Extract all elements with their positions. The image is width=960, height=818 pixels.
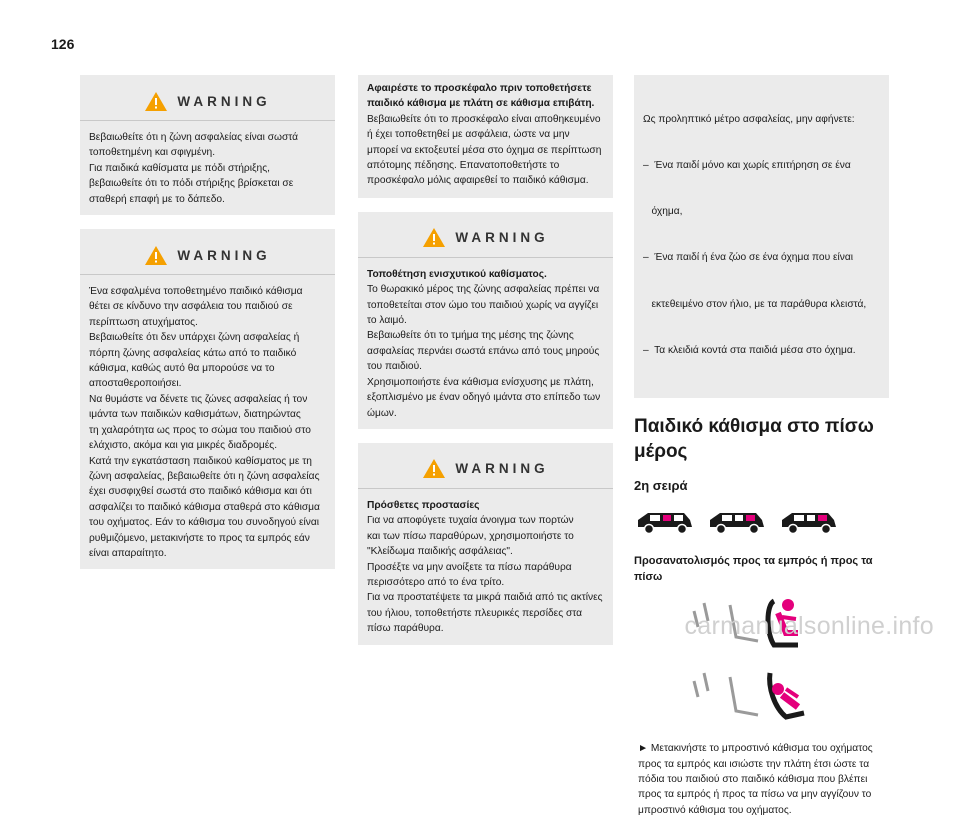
text-line: ► Μετακινήστε το μπροστινό κάθισμα του οχήματος	[638, 743, 873, 755]
text-line: – Ένα παιδί ή ένα ζώο σε ένα όχημα που είναι	[643, 252, 854, 264]
instruction-text	[634, 741, 889, 818]
text-line: Βεβαιωθείτε ότι το τμήμα της μέσης της ζώνης	[367, 330, 574, 342]
warning-header	[89, 236, 326, 274]
text-line: ασφαλείας περνάει σωστά επάνω από τους μηρούς	[367, 345, 600, 357]
warning-triangle-icon	[422, 227, 446, 248]
text-line: – Ένα παιδί μόνο και χωρίς επιτήρηση σε ένα	[643, 160, 851, 172]
watermark: carmanualsonline.info	[684, 612, 934, 640]
divider	[358, 488, 613, 489]
title-line: πίσω	[634, 571, 663, 584]
text-line: ιμάντα των παιδικών καθισμάτων, διατηρώντας	[89, 409, 301, 421]
text-line: ελάχιστο, ακόμα και για μικρές διαδρομές.	[89, 440, 278, 452]
text-line: Βεβαιωθείτε ότι το προσκέφαλο είναι αποθηκευμένο	[367, 113, 601, 125]
text-line: βεβαιωθείτε ότι το πόδι στήριξης βρίσκεται σε	[89, 178, 294, 190]
text-line: Προσέξτε να μην ανοίξετε τα πίσω παράθυρα	[367, 561, 572, 573]
text-line: Χρησιμοποιήστε ένα κάθισμα ενίσχυσης με πλάτη,	[367, 376, 594, 388]
warning-text	[89, 130, 326, 207]
text-line: του παιδιού.	[367, 361, 422, 373]
warning-box-protection	[358, 443, 613, 645]
text-line: ώμων.	[367, 407, 397, 419]
text-line: τοποθετείται στον ώμο του παιδιού χωρίς να αγγίζει	[367, 299, 599, 311]
rear-facing-child-seat-icon	[674, 667, 809, 727]
headrest-note-box	[358, 75, 613, 198]
text-line: Το θωρακικό μέρος της ζώνης ασφαλείας πρέπει να	[367, 284, 600, 296]
divider	[80, 120, 335, 121]
text-line: παιδικό κάθισμα με πλάτη σε κάθισμα επιβάτη.	[367, 98, 595, 110]
text-line: περίπτωση ατυχήματος.	[89, 316, 198, 328]
warning-box-booster	[358, 212, 613, 429]
text-line: απότομης πέδησης. Επανατοποθετήστε το	[367, 160, 560, 172]
text-line: το λαιμό.	[367, 315, 407, 327]
text-line: εκτεθειμένο στον ήλιο, με τα παράθυρα κλειστά,	[643, 298, 867, 310]
title-line: μέρος	[634, 441, 688, 463]
text-line: πόρπη ζώνης ασφαλείας κάτω από το παιδικό	[89, 347, 297, 359]
car-icon	[634, 509, 696, 535]
column-right	[634, 75, 889, 818]
text-line: είναι απαραίτητο.	[89, 547, 167, 559]
text-line: όχημα,	[643, 206, 683, 218]
text-line: Κατά την εγκατάσταση παιδικού καθίσματος με τη	[89, 455, 312, 467]
text-line: θέτει σε κίνδυνο την ασφάλεια του παιδιού σε	[89, 301, 293, 313]
text-line: περισσότερο από το ένα τρίτο.	[367, 576, 505, 588]
warning-subtitle: Τοποθέτηση ενισχυτικού καθίσματος.	[367, 268, 547, 280]
divider	[80, 274, 335, 275]
text-line: πίσω παράθυρα.	[367, 623, 444, 635]
warning-title: WARNING	[177, 247, 271, 263]
warning-text	[89, 284, 326, 561]
warning-title: WARNING	[455, 461, 549, 477]
text-line: "Κλείδωμα παιδικής ασφάλειας".	[367, 546, 513, 558]
warning-box-seatbelt	[80, 75, 335, 215]
row-title: 2η σειρά	[634, 478, 688, 494]
column-left	[80, 75, 335, 583]
text-line: εξοπλισμένο με έναν οδηγό ιμάντα στο επίπεδο των	[367, 392, 601, 404]
text-line: προσκέφαλο μόλις αφαιρεθεί το παιδικό κάθισμα.	[367, 175, 589, 187]
car-icon	[778, 509, 840, 535]
text-line: τη χαλαρότητα ως προς το σώμα του παιδιού στο	[89, 424, 311, 436]
warning-triangle-icon	[144, 91, 168, 112]
warning-triangle-icon	[144, 245, 168, 266]
warning-box-installation	[80, 229, 335, 569]
text-line: Για να αποφύγετε τυχαία άνοιγμα των πορτών	[367, 515, 574, 527]
text-line: Βεβαιωθείτε ότι δεν υπάρχει ζώνη ασφαλείας ή	[89, 332, 300, 344]
text-line: ασφαλίζει το παιδικό κάθισμα σταθερά στο κάθισμα	[89, 501, 320, 513]
warning-triangle-icon	[422, 458, 446, 479]
title-line: Παιδικό κάθισμα στο πίσω	[634, 416, 874, 438]
warning-title: WARNING	[455, 230, 549, 246]
vehicle-icons	[634, 509, 889, 535]
text-line: ή έχει τοποθετηθεί με ασφάλεια, ώστε να μην	[367, 129, 570, 141]
warning-header	[367, 450, 604, 488]
text-line: μπορεί να εκτοξευτεί μέσα στο όχημα σε περίπτωση	[367, 144, 602, 156]
text-line: Ως προληπτικό μέτρο ασφαλείας, μην αφήνετε:	[643, 113, 855, 125]
text-line: και των πίσω παραθύρων, χρησιμοποιήστε το	[367, 530, 574, 542]
warning-text	[367, 498, 604, 637]
text-line: – Τα κλειδιά κοντά στα παιδιά μέσα στο όχημα.	[643, 344, 856, 356]
section-title	[634, 414, 889, 464]
text-line: ρυθμιζόμενο, μετακινήστε το προς τα εμπρός εάν	[89, 532, 310, 544]
text-line: κάθισμα, καθώς αυτό θα μπορούσε να το	[89, 363, 275, 375]
text-line: του οχήματος. Εάν το κάθισμα του συνοδηγού είναι	[89, 517, 319, 529]
orientation-title	[634, 553, 889, 585]
warning-subtitle: Πρόσθετες προστασίες	[367, 499, 480, 511]
divider	[358, 257, 613, 258]
title-line: Προσανατολισμός προς τα εμπρός ή προς τα	[634, 555, 873, 568]
text-line: Ένα εσφαλμένα τοποθετημένο παιδικό κάθισμα	[89, 286, 303, 298]
text-line: Να θυμάστε να δένετε τις ζώνες ασφαλείας ή τον	[89, 393, 308, 405]
text-line: ζώνη ασφαλείας, βεβαιωθείτε ότι η ζώνη ασφαλείας	[89, 470, 320, 482]
warning-header	[367, 219, 604, 257]
car-icon	[706, 509, 768, 535]
text-line: αποσταθεροποιήσει.	[89, 378, 182, 390]
warning-title: WARNING	[177, 93, 271, 109]
text-line: Για παιδικά καθίσματα με πόδι στήριξης,	[89, 162, 270, 174]
text-line: προς τα εμπρός και ισιώστε την πλάτη έτσι ώστε τα	[638, 758, 870, 770]
text-line: έχει συσφιχθεί σωστά στο παιδικό κάθισμα και ότι	[89, 486, 312, 498]
text-line: σταθερή επαφή με το δάπεδο.	[89, 193, 225, 205]
text-line: μπροστινό κάθισμα του οχήματος.	[638, 804, 792, 816]
warning-text	[367, 267, 604, 421]
column-middle	[358, 75, 613, 659]
text-line: πόδια του παιδιού στο παιδικό κάθισμα που βλέπει	[638, 773, 868, 785]
text-line: Βεβαιωθείτε ότι η ζώνη ασφαλείας είναι σωστά	[89, 132, 299, 143]
page-number: 126	[51, 36, 75, 52]
text-line: τοποθετημένη και σφιγμένη.	[89, 147, 216, 159]
precaution-box	[634, 75, 889, 398]
precaution-text	[643, 81, 880, 389]
text-line: Αφαιρέστε το προσκέφαλο πριν τοποθετήσετε	[367, 83, 592, 94]
headrest-note-title	[367, 81, 604, 112]
text-line: του ήλιου, τοποθετήστε πλευρικές περσίδες στα	[367, 607, 582, 619]
headrest-note-text	[367, 112, 604, 189]
warning-header	[89, 82, 326, 120]
text-line: προς τα εμπρός ή προς τα πίσω να μην αγγίζουν το	[638, 789, 872, 801]
text-line: Για να προστατέψετε τα μικρά παιδιά από τις ακτίνες	[367, 592, 603, 604]
